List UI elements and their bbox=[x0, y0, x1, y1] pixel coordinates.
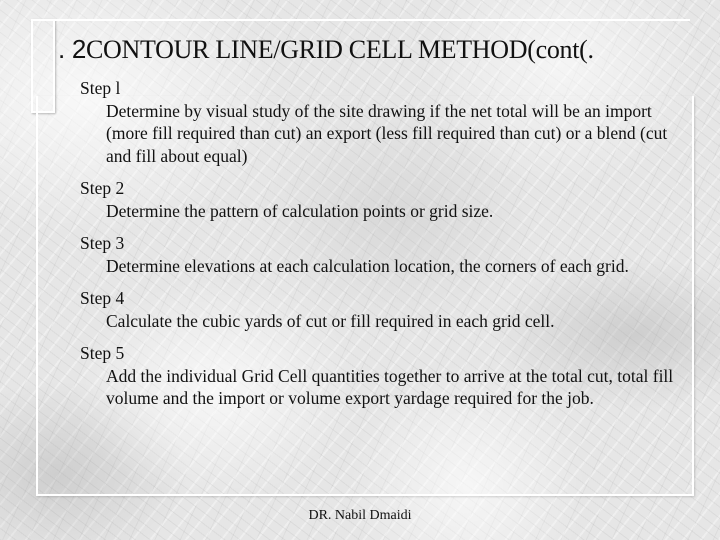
step-item-4 bbox=[80, 287, 680, 332]
step-heading: Step 3 bbox=[80, 233, 125, 253]
step-description: Add the individual Grid Cell quantities together to arrive at the total cut, total fill volume and the import or volume export yardage required for the job. bbox=[106, 365, 674, 408]
slide-title bbox=[58, 34, 594, 65]
step-description: Determine the pattern of calculation points or grid size. bbox=[106, 200, 494, 221]
decorative-frame-top-line bbox=[50, 19, 690, 21]
step-description: Determine elevations at each calculation location, the corners of each grid. bbox=[106, 255, 629, 276]
step-item-5 bbox=[80, 342, 680, 410]
step-item-1 bbox=[80, 77, 680, 167]
step-heading: Step 4 bbox=[80, 288, 125, 308]
step-item-2 bbox=[80, 177, 680, 222]
step-description: Determine by visual study of the site drawing if the net total will be an import (more fill required than cut) an export (less fill required than cut) or a blend (cut and fill about equal) bbox=[106, 100, 668, 166]
slide-footer-author: DR. Nabil Dmaidi bbox=[308, 508, 412, 523]
step-heading: Step l bbox=[80, 78, 121, 98]
step-heading: Step 5 bbox=[80, 343, 125, 363]
step-heading: Step 2 bbox=[80, 178, 125, 198]
step-item-3 bbox=[80, 232, 680, 277]
steps-list bbox=[80, 77, 680, 420]
step-description: Calculate the cubic yards of cut or fill required in each grid cell. bbox=[106, 310, 555, 331]
slide-title-text: CONTOUR LINE/GRID CELL METHOD(cont(. bbox=[86, 35, 594, 64]
slide-title-number: . 2 bbox=[58, 34, 87, 64]
